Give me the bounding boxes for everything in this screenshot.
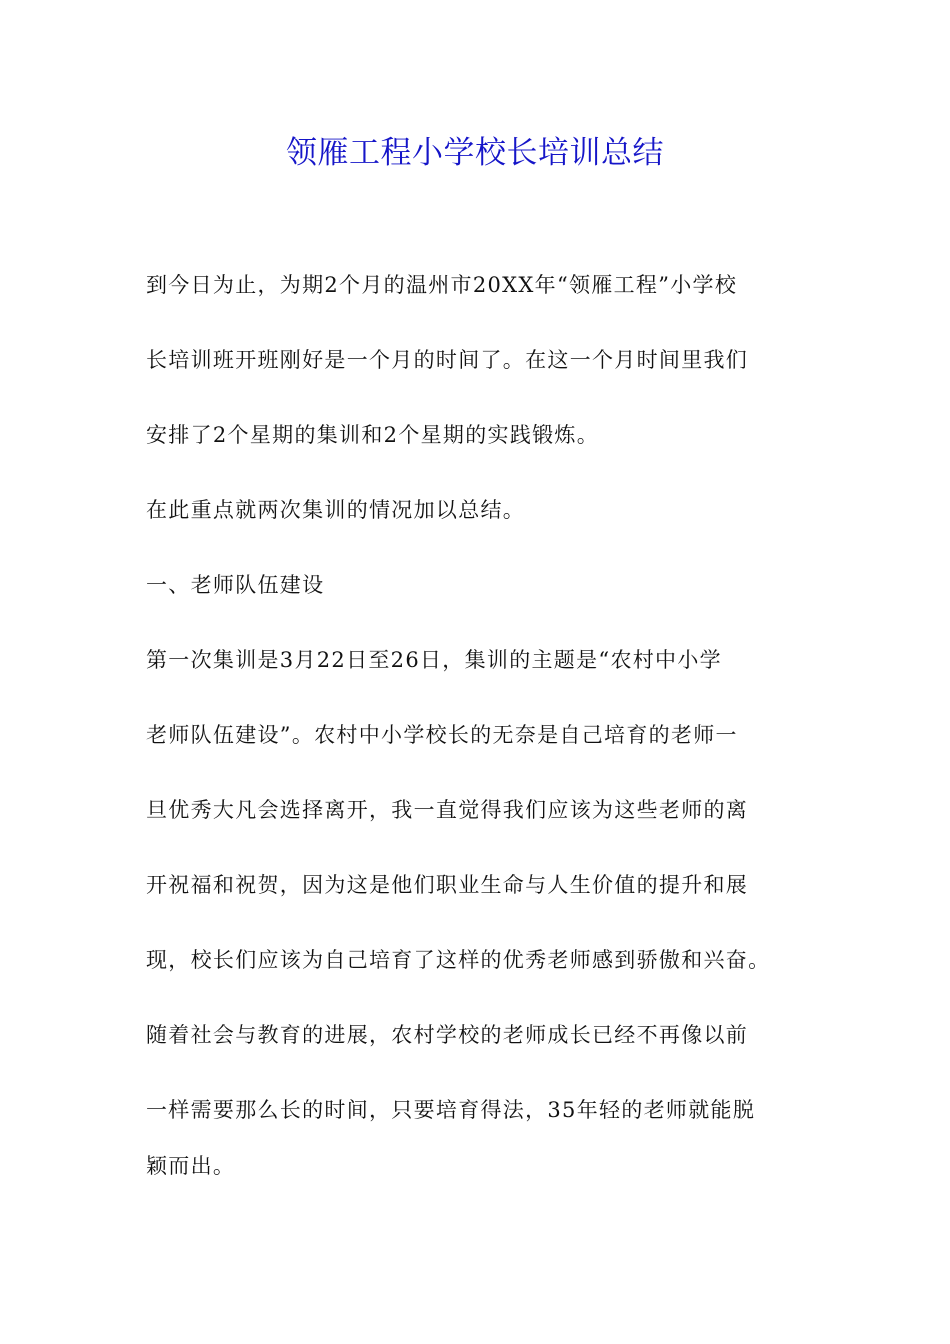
paragraph-line: 颖而出。 — [146, 1154, 236, 1178]
section-heading: 一、老师队伍建设 — [146, 573, 325, 597]
paragraph-line: 到今日为止，为期2个月的温州市20XX年“领雁工程”小学校 — [146, 273, 738, 297]
paragraph-line: 旦优秀大凡会选择离开，我一直觉得我们应该为这些老师的离 — [146, 798, 749, 822]
paragraph-line: 长培训班开班刚好是一个月的时间了。在这一个月时间里我们 — [146, 348, 749, 372]
paragraph-line: 在此重点就两次集训的情况加以总结。 — [146, 498, 526, 522]
paragraph-line: 开祝福和祝贺，因为这是他们职业生命与人生价值的提升和展 — [146, 873, 749, 897]
paragraph-line: 第一次集训是3月22日至26日，集训的主题是“农村中小学 — [146, 648, 722, 672]
paragraph-line: 一样需要那么长的时间，只要培育得法，35年轻的老师就能脱 — [146, 1098, 756, 1122]
document-title: 领雁工程小学校长培训总结 — [286, 135, 664, 171]
paragraph-line: 老师队伍建设”。农村中小学校长的无奈是自己培育的老师一 — [146, 723, 738, 747]
paragraph-line: 安排了2个星期的集训和2个星期的实践锻炼。 — [146, 423, 600, 447]
paragraph-line: 现，校长们应该为自己培育了这样的优秀老师感到骄傲和兴奋。 — [146, 948, 771, 972]
paragraph-line: 随着社会与教育的进展，农村学校的老师成长已经不再像以前 — [146, 1023, 749, 1047]
